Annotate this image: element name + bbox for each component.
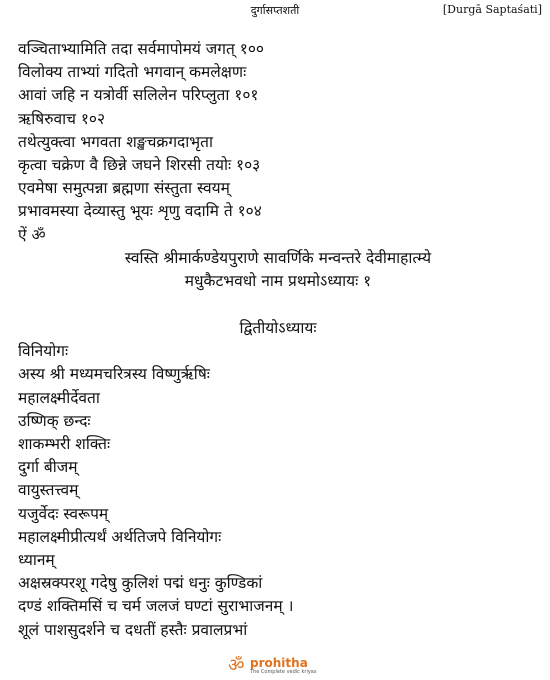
verse-line: अस्य श्री मध्यमचरित्रस्य विष्णुर्ऋषिः (18, 365, 210, 384)
brand-tagline: The Complete vedic kriyas (250, 669, 317, 675)
verse-line: शाकम्भरी शक्तिः (18, 435, 111, 453)
colophon-line: मधुकैटभवधो नाम प्रथमोऽध्यायः १ (184, 271, 372, 290)
verse-line: ऋषिरुवाच १०२ (18, 109, 106, 128)
verse-line: शूलं पाशसुदर्शने च दधतीं हस्तैः प्रवालप्रभां (18, 620, 248, 639)
verse-line: विनियोगः (18, 342, 69, 361)
om-logo-icon: ॐ (228, 655, 245, 676)
verse-line: आवां जहि न यत्रोर्वी सलिलेन परिप्लुता १०१ (18, 86, 259, 105)
header-title: दुर्गासप्तशती (250, 4, 300, 17)
verse-line: वञ्चिताभ्यामिति तदा सर्वमापोमयं जगत् १०० (18, 40, 264, 58)
verse-line: दण्डं शक्तिमसिं च चर्म जलजं घण्टां सुराभाजनम् । (18, 597, 294, 616)
verse-line: ध्यानम् (18, 550, 55, 569)
verse-line: दुर्गा बीजम् (18, 458, 78, 477)
verse-line: अक्षस्रक्परशू गदेषु कुलिशं पद्मं धनुः कुण्डिकां (18, 574, 263, 593)
section-gap (18, 293, 538, 317)
page-header (0, 0, 550, 20)
prohitha-logo (228, 656, 328, 678)
verse-line: प्रभावमस्या देव्यास्तु भूयः शृणु वदामि ते १०४ (18, 202, 262, 221)
chapter-title: द्वितीयोऽध्यायः (239, 319, 317, 338)
verse-line: एवमेषा समुत्पन्ना ब्रह्मणा संस्तुता स्वयम् (18, 179, 230, 198)
header-right-label: [Durgā Saptaśati] (442, 3, 542, 16)
verse-line: कृत्वा चक्रेण वै छिन्ने जघने शिरसी तयोः १०३ (18, 155, 261, 174)
verse-line: महालक्ष्मीर्देवता (18, 388, 100, 407)
document-body (18, 38, 538, 642)
verse-line: महालक्ष्मीप्रीत्यर्थं अर्थतिजपे विनियोगः (18, 527, 222, 546)
verse-line: वायुस्तत्त्वम् (18, 481, 79, 500)
verse-line: विलोक्य ताभ्यां गदितो भगवान् कमलेक्षणः (18, 63, 247, 82)
verse-line: उष्णिक् छन्दः (18, 411, 91, 430)
verse-line: यजुर्वेदः स्वरूपम् (18, 504, 109, 523)
verse-line: तथेत्युक्त्वा भगवता शङ्खचक्रगदाभृता (18, 132, 214, 151)
colophon-line: स्वस्ति श्रीमार्कण्डेयपुराणे सावर्णिके मन्वन्तरे देवीमाहात्म्ये (124, 248, 432, 267)
brand-name: prohitha (250, 656, 308, 670)
verse-line: ऐं ॐ (18, 225, 46, 244)
